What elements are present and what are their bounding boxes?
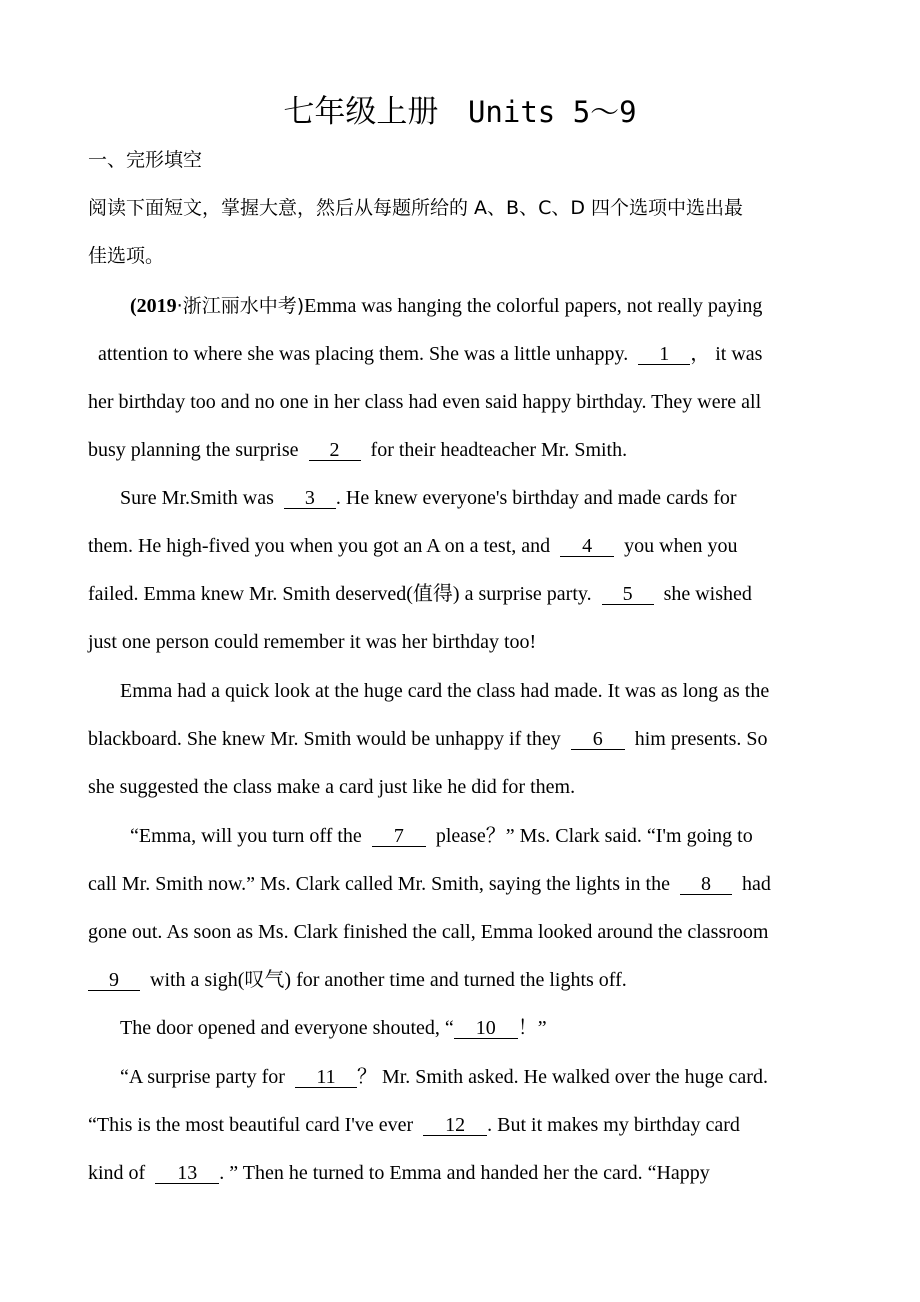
section-heading: 一、完形填空 xyxy=(88,149,203,171)
passage-line: 9 with a sigh(叹气) for another time and turned the lights off. xyxy=(88,968,848,992)
blank-12: 12 xyxy=(423,1115,487,1136)
instruction-line-2: 佳选项。 xyxy=(88,245,165,267)
passage-line: Sure Mr.Smith was 3 . He knew everyone's birthday and made cards for xyxy=(120,487,737,509)
passage-line: them. He high-fived you when you got an A on a test, and 4 you when you xyxy=(88,535,738,557)
passage-line: blackboard. She knew Mr. Smith would be unhappy if they 6 him presents. So xyxy=(88,728,768,750)
blank-4: 4 xyxy=(560,536,614,557)
blank-8: 8 xyxy=(680,874,732,895)
passage-line: Emma had a quick look at the huge card the class had made. It was as long as the xyxy=(120,680,770,702)
passage-line: gone out. As soon as Ms. Clark finished the call, Emma looked around the classroom xyxy=(88,921,769,943)
blank-3: 3 xyxy=(284,488,336,509)
instruction-line-1: 阅读下面短文，掌握大意，然后从每题所给的 A、B、C、D 四个选项中选出最 xyxy=(88,197,744,219)
blank-1: 1 xyxy=(638,344,690,365)
passage-line: kind of 13 . ” Then he turned to Emma and handed her the card. “Happy xyxy=(88,1162,710,1184)
blank-11: 11 xyxy=(295,1067,357,1088)
blank-2: 2 xyxy=(309,440,361,461)
passage-line: attention to where she was placing them. She was a little unhappy. 1 ， it was xyxy=(98,343,763,365)
blank-7: 7 xyxy=(372,826,426,847)
passage-line: “This is the most beautiful card I've ever 12 . But it makes my birthday card xyxy=(88,1114,740,1136)
blank-10: 10 xyxy=(454,1018,518,1039)
passage-line: busy planning the surprise 2 for their headteacher Mr. Smith. xyxy=(88,439,628,461)
blank-5: 5 xyxy=(602,584,654,605)
passage-line: (2019·浙江丽水中考)Emma was hanging the colorful papers, not really paying xyxy=(130,295,763,317)
passage-line: “Emma, will you turn off the 7 please？” Ms. Clark said. “I'm going to xyxy=(130,825,753,847)
title-grade: 七年级上册 xyxy=(283,94,439,130)
passage-line: call Mr. Smith now.” Ms. Clark called Mr. Smith, saying the lights in the 8 had xyxy=(88,873,771,895)
passage-line: her birthday too and no one in her class had even said happy birthday. They were all xyxy=(88,391,762,413)
passage-line: just one person could remember it was her birthday too! xyxy=(88,631,537,653)
page-title xyxy=(0,92,920,132)
passage-line: “A surprise party for 11 ？ Mr. Smith asked. He walked over the huge card. xyxy=(120,1066,768,1088)
title-units: Units 5～9 xyxy=(467,95,637,129)
passage-line: The door opened and everyone shouted, “ 10 ！” xyxy=(120,1017,547,1039)
source-year: (2019 xyxy=(130,295,177,317)
source-place: ·浙江丽水中考) xyxy=(176,295,305,317)
blank-13: 13 xyxy=(155,1163,219,1184)
passage-line: she suggested the class make a card just like he did for them. xyxy=(88,776,576,798)
blank-9: 9 xyxy=(88,970,140,991)
blank-6: 6 xyxy=(571,729,625,750)
passage-line: failed. Emma knew Mr. Smith deserved(值得) a surprise party. 5 she wished xyxy=(88,583,752,605)
